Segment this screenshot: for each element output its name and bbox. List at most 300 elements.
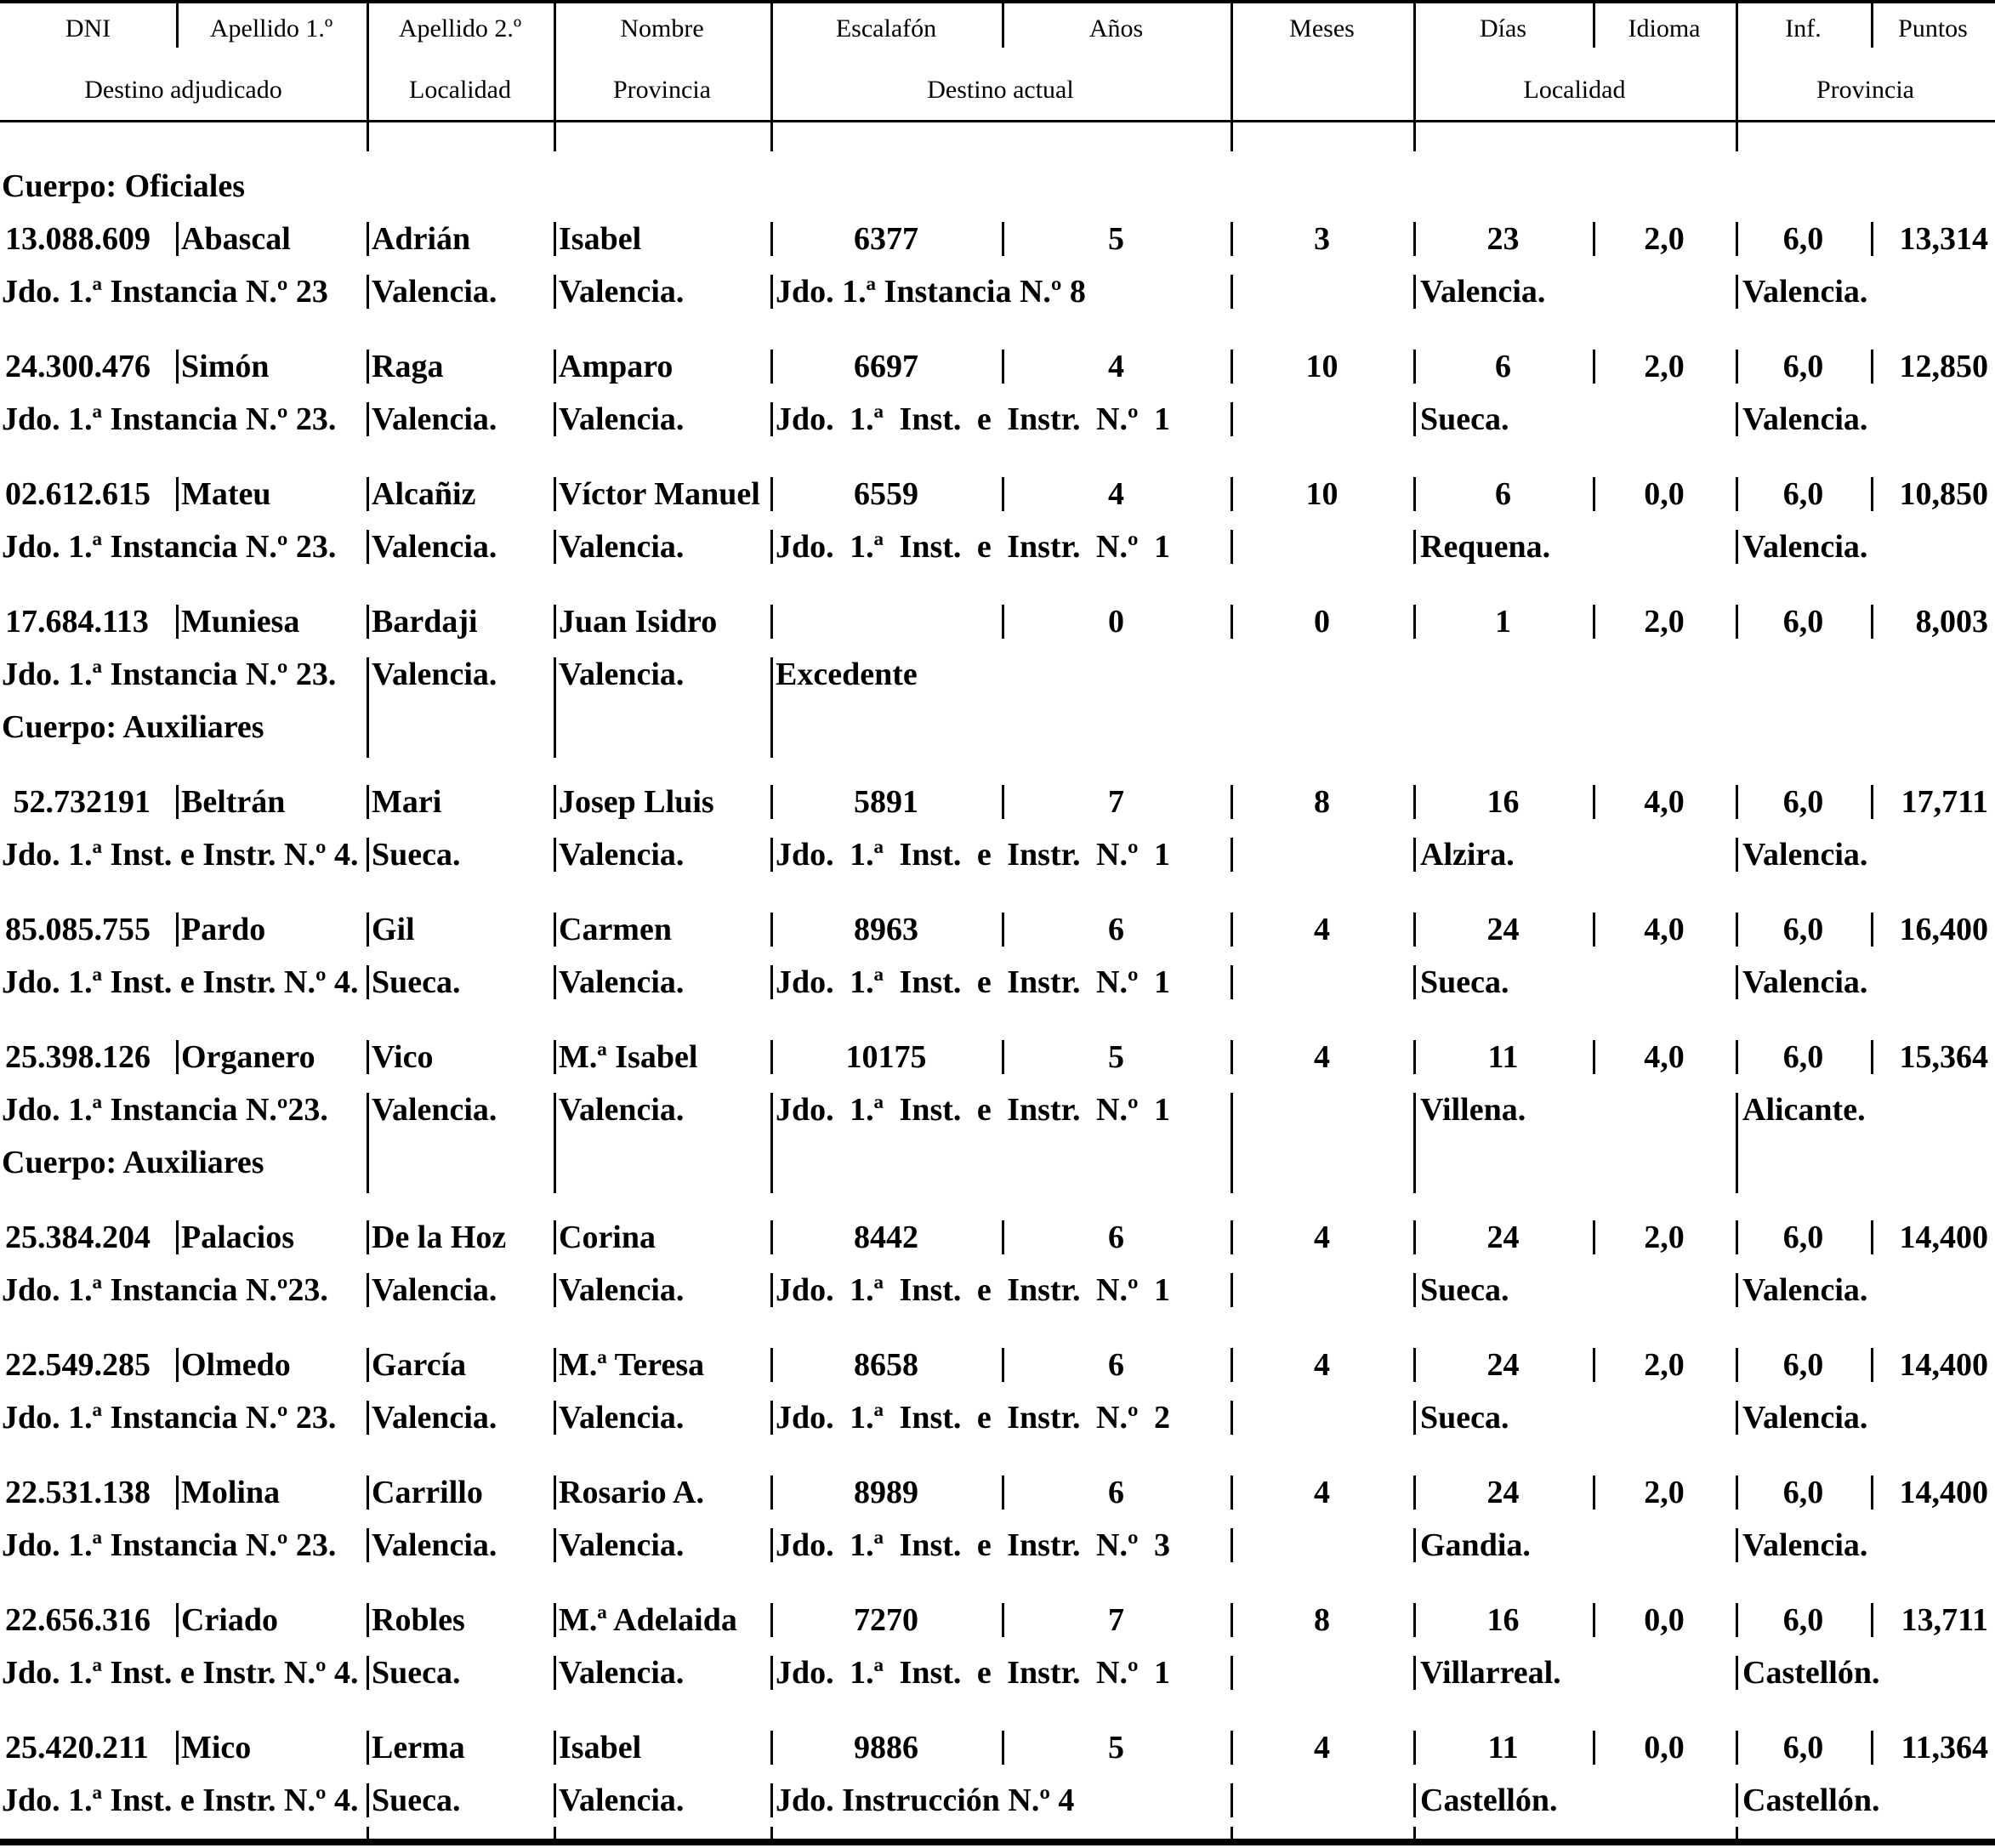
column-separator [770, 402, 773, 436]
cell-anos: 7 [1108, 1602, 1124, 1638]
column-separator [1736, 275, 1738, 309]
table-bottom-border [0, 1839, 1995, 1845]
record-data-row [0, 1339, 1995, 1391]
cell-localidad-adj: Valencia. [372, 1092, 497, 1128]
cell-escalafon: 6697 [854, 349, 918, 384]
cell-localidad-adj: Valencia. [372, 1527, 497, 1563]
record [0, 903, 1995, 1009]
cell-meses: 4 [1314, 1039, 1330, 1075]
record-destino-row [0, 828, 1995, 881]
cell-idioma: 2,0 [1644, 604, 1685, 640]
header-inf: Inf. [1785, 14, 1822, 43]
cell-puntos: 14,400 [1899, 1347, 1988, 1383]
cell-localidad-act: Villarreal. [1420, 1655, 1561, 1691]
column-rule [770, 1827, 773, 1839]
cell-inf: 6,0 [1782, 1602, 1824, 1638]
cell-inf: 6,0 [1782, 221, 1824, 257]
cell-anos: 4 [1108, 476, 1124, 512]
cell-provincia-adj: Valencia. [559, 1272, 685, 1308]
column-separator [770, 1783, 773, 1817]
column-separator [554, 1528, 556, 1562]
column-separator [1736, 838, 1738, 872]
cell-idioma: 4,0 [1644, 912, 1685, 947]
cell-apellido1: Muniesa [181, 604, 300, 640]
cell-apellido2: Bardaji [372, 604, 478, 640]
header-apellido2: Apellido 2.º [398, 14, 522, 43]
record-destino-row [0, 520, 1995, 573]
cell-puntos: 11,364 [1901, 1730, 1988, 1766]
cell-apellido1: Pardo [181, 912, 266, 947]
column-rule [1231, 1827, 1233, 1839]
column-separator [367, 1783, 369, 1817]
column-separator [176, 1603, 179, 1637]
record [0, 1339, 1995, 1444]
cell-anos: 6 [1108, 1220, 1124, 1255]
cell-localidad-act: Sueca. [1420, 1272, 1509, 1308]
cell-anos: 6 [1108, 912, 1124, 947]
column-rule [554, 1827, 556, 1839]
column-separator [1413, 1656, 1416, 1690]
column-separator [1231, 1783, 1233, 1817]
cell-apellido1: Simón [181, 349, 270, 384]
column-rule [1413, 1827, 1416, 1839]
column-separator [1736, 965, 1738, 999]
cell-localidad-adj: Sueca. [372, 1655, 461, 1691]
column-separator [1231, 1401, 1233, 1435]
cell-dias: 24 [1486, 912, 1520, 947]
column-separator [1413, 1401, 1416, 1435]
column-separator [554, 222, 556, 256]
column-separator [770, 275, 773, 309]
column-separator [1736, 1656, 1738, 1690]
record-data-row [0, 1031, 1995, 1083]
column-rule [367, 1827, 369, 1839]
cell-provincia-adj: Valencia. [559, 964, 685, 1000]
column-separator [1413, 275, 1416, 309]
cell-destino-actual: Jdo. 1.ª Inst. e Instr. N.º 1 [776, 529, 1170, 565]
cell-apellido2: Vico [372, 1039, 434, 1075]
column-separator [554, 350, 556, 384]
record [0, 1594, 1995, 1699]
cell-destino-actual: Jdo. 1.ª Inst. e Instr. N.º 1 [776, 1655, 1170, 1691]
cell-apellido1: Palacios [181, 1220, 294, 1255]
cell-localidad-adj: Valencia. [372, 274, 497, 310]
cell-destino-adjudicado: Jdo. 1.ª Instancia N.º 23. [2, 1400, 337, 1436]
cell-destino-actual: Jdo. 1.ª Inst. e Instr. N.º 1 [776, 1272, 1170, 1308]
cell-dni: 24.300.476 [5, 349, 151, 384]
cell-escalafon: 7270 [854, 1602, 918, 1638]
cell-inf: 6,0 [1782, 349, 1824, 384]
cell-anos: 5 [1108, 1039, 1124, 1075]
column-separator [554, 477, 556, 511]
cell-provincia-adj: Valencia. [559, 401, 685, 437]
cell-idioma: 2,0 [1644, 221, 1685, 257]
cell-destino-adjudicado: Jdo. 1.ª Instancia N.º23. [2, 1092, 328, 1128]
column-separator [176, 1220, 179, 1254]
cell-localidad-act: Valencia. [1420, 274, 1546, 310]
record-destino-row [0, 648, 1995, 701]
column-separator [770, 1273, 773, 1307]
column-rule [1736, 1827, 1738, 1839]
column-separator [367, 1040, 369, 1074]
cell-dias: 1 [1495, 604, 1511, 640]
cell-provincia-act: Valencia. [1742, 529, 1868, 565]
column-separator [367, 477, 369, 511]
column-separator [1231, 1273, 1233, 1307]
cell-destino-actual: Excedente [776, 657, 918, 692]
column-separator [367, 605, 369, 639]
column-separator [554, 1401, 556, 1435]
cell-apellido1: Molina [181, 1475, 281, 1510]
column-separator [367, 1603, 369, 1637]
column-separator [176, 1348, 179, 1382]
cell-inf: 6,0 [1782, 1475, 1824, 1510]
cell-provincia-act: Castellón. [1742, 1655, 1880, 1691]
column-separator [770, 1401, 773, 1435]
column-separator [176, 1040, 179, 1074]
cell-nombre: M.ª Teresa [559, 1347, 705, 1383]
cell-apellido2: García [372, 1347, 467, 1383]
column-rule [1736, 122, 1738, 151]
cell-provincia-adj: Valencia. [559, 1092, 685, 1128]
column-separator [1231, 838, 1233, 872]
section-label-text: Cuerpo: Oficiales [2, 168, 246, 204]
cell-localidad-act: Castellón. [1420, 1783, 1558, 1818]
column-separator [770, 965, 773, 999]
cell-puntos: 14,400 [1899, 1475, 1988, 1510]
cell-apellido2: De la Hoz [372, 1220, 507, 1255]
record-data-row [0, 903, 1995, 956]
cell-destino-actual: Jdo. 1.ª Inst. e Instr. N.º 1 [776, 964, 1170, 1000]
column-separator [1413, 530, 1416, 564]
cell-provincia-act: Valencia. [1742, 1272, 1868, 1308]
cell-provincia-adj: Valencia. [559, 1527, 685, 1563]
cell-puntos: 17,711 [1901, 784, 1988, 820]
column-separator [176, 913, 179, 947]
cell-anos: 4 [1108, 349, 1124, 384]
cell-destino-actual: Jdo. 1.ª Inst. e Instr. N.º 2 [776, 1400, 1170, 1436]
column-separator [554, 1476, 556, 1510]
record-data-row [0, 1721, 1995, 1774]
cell-apellido2: Alcañiz [372, 476, 476, 512]
column-separator [1231, 402, 1233, 436]
column-separator [554, 1783, 556, 1817]
column-separator [1736, 1528, 1738, 1562]
cell-destino-actual: Jdo. 1.ª Inst. e Instr. N.º 1 [776, 1092, 1170, 1128]
column-separator [554, 1273, 556, 1307]
cell-puntos: 12,850 [1899, 349, 1988, 384]
column-separator [554, 275, 556, 309]
column-separator [367, 913, 369, 947]
column-separator [554, 530, 556, 564]
cell-nombre: Carmen [559, 912, 672, 947]
cell-dni: 17.684.113 [5, 604, 149, 640]
column-separator [367, 275, 369, 309]
record-destino-row [0, 956, 1995, 1009]
column-separator [770, 1528, 773, 1562]
column-separator [367, 222, 369, 256]
record [0, 1466, 1995, 1572]
cell-escalafon: 8963 [854, 912, 918, 947]
cell-anos: 5 [1108, 221, 1124, 257]
cell-apellido2: Mari [372, 784, 442, 820]
cell-localidad-act: Requena. [1420, 529, 1551, 565]
cell-puntos: 16,400 [1899, 912, 1988, 947]
column-separator [367, 1656, 369, 1690]
cell-idioma: 0,0 [1644, 476, 1685, 512]
header-localidad-der: Localidad [1523, 76, 1626, 104]
cell-idioma: 2,0 [1644, 1475, 1685, 1510]
column-separator [554, 1040, 556, 1074]
cell-destino-actual: Jdo. 1.ª Inst. e Instr. N.º 1 [776, 401, 1170, 437]
record-destino-row [0, 265, 1995, 318]
cell-escalafon: 6559 [854, 476, 918, 512]
cell-dni: 13.088.609 [5, 221, 151, 257]
cell-meses: 4 [1314, 912, 1330, 947]
cell-puntos: 15,364 [1899, 1039, 1988, 1075]
cell-apellido2: Robles [372, 1602, 465, 1638]
cell-apellido1: Organero [181, 1039, 315, 1075]
cell-localidad-act: Sueca. [1420, 1400, 1509, 1436]
cell-meses: 10 [1305, 476, 1339, 512]
column-separator [367, 1348, 369, 1382]
cell-provincia-act: Valencia. [1742, 964, 1868, 1000]
cell-provincia-act: Valencia. [1742, 274, 1868, 310]
cell-dias: 6 [1495, 476, 1511, 512]
cell-meses: 8 [1314, 1602, 1330, 1638]
cell-escalafon: 8658 [854, 1347, 918, 1383]
cell-meses: 4 [1314, 1347, 1330, 1383]
cell-apellido1: Mateu [181, 476, 271, 512]
column-separator [367, 1731, 369, 1765]
cell-nombre: Víctor Manuel [559, 476, 760, 512]
header-meses: Meses [1289, 14, 1355, 43]
record-data-row [0, 1211, 1995, 1264]
column-separator [1231, 965, 1233, 999]
column-rule [1231, 122, 1233, 151]
cell-idioma: 4,0 [1644, 1039, 1685, 1075]
cell-destino-adjudicado: Jdo. 1.ª Inst. e Instr. N.º 4. [2, 964, 359, 1000]
footer-stub-row [0, 1827, 1995, 1839]
cell-dias: 11 [1487, 1039, 1519, 1075]
record [0, 776, 1995, 881]
column-separator [554, 838, 556, 872]
cell-escalafon: 8442 [854, 1220, 918, 1255]
column-separator [1413, 1528, 1416, 1562]
column-separator [554, 1656, 556, 1690]
column-separator [367, 1476, 369, 1510]
cell-meses: 8 [1314, 784, 1330, 820]
cell-provincia-adj: Valencia. [559, 657, 685, 692]
cell-inf: 6,0 [1782, 1730, 1824, 1766]
record-data-row [0, 1594, 1995, 1646]
record-data-row [0, 213, 1995, 265]
record-destino-row [0, 1264, 1995, 1316]
cell-meses: 3 [1314, 221, 1330, 257]
cell-dias: 23 [1486, 221, 1520, 257]
cell-destino-adjudicado: Jdo. 1.ª Instancia N.º 23. [2, 529, 337, 565]
cell-localidad-adj: Valencia. [372, 657, 497, 692]
cell-apellido2: Raga [372, 349, 444, 384]
header-dni: DNI [65, 14, 111, 43]
section-label [0, 701, 1995, 753]
cell-meses: 4 [1314, 1220, 1330, 1255]
cell-provincia-act: Valencia. [1742, 401, 1868, 437]
cell-destino-adjudicado: Jdo. 1.ª Instancia N.º 23. [2, 401, 337, 437]
cell-apellido1: Abascal [181, 221, 291, 257]
record-destino-row [0, 393, 1995, 446]
cell-provincia-adj: Valencia. [559, 1655, 685, 1691]
cell-idioma: 2,0 [1644, 349, 1685, 384]
column-separator [1736, 1401, 1738, 1435]
column-rule [1413, 122, 1416, 151]
cell-apellido1: Olmedo [181, 1347, 291, 1383]
header-dias: Días [1480, 14, 1526, 43]
cell-idioma: 4,0 [1644, 784, 1685, 820]
cell-escalafon: 8989 [854, 1475, 918, 1510]
section-label-text: Cuerpo: Auxiliares [2, 1145, 264, 1180]
cell-escalafon [770, 595, 1002, 648]
cell-localidad-adj: Sueca. [372, 837, 461, 873]
cell-anos: 7 [1108, 784, 1124, 820]
cell-anos: 6 [1108, 1475, 1124, 1510]
cell-inf: 6,0 [1782, 604, 1824, 640]
cell-apellido1: Beltrán [181, 784, 286, 820]
column-separator [554, 1731, 556, 1765]
column-separator [367, 350, 369, 384]
cell-dias: 24 [1486, 1475, 1520, 1510]
cell-destino-actual: Jdo. 1.ª Inst. e Instr. N.º 3 [776, 1527, 1170, 1563]
cell-localidad-act: Sueca. [1420, 401, 1509, 437]
cell-nombre: Amparo [559, 349, 674, 384]
column-separator [176, 1476, 179, 1510]
cell-provincia-adj: Valencia. [559, 1400, 685, 1436]
column-separator [367, 1220, 369, 1254]
column-separator [1736, 402, 1738, 436]
column-separator [554, 913, 556, 947]
record-destino-row [0, 1646, 1995, 1699]
column-separator [367, 1528, 369, 1562]
cell-localidad-adj: Sueca. [372, 1783, 461, 1818]
record [0, 1031, 1995, 1189]
column-separator [367, 1273, 369, 1307]
cell-destino-adjudicado: Jdo. 1.ª Instancia N.º 23 [2, 274, 328, 310]
record-destino-row [0, 1391, 1995, 1444]
cell-provincia-adj: Valencia. [559, 529, 685, 565]
column-rule [367, 122, 369, 151]
record-data-row [0, 595, 1995, 648]
cell-apellido1: Criado [181, 1602, 278, 1638]
cell-localidad-act: Alzira. [1420, 837, 1515, 873]
cell-inf: 6,0 [1782, 1039, 1824, 1075]
cell-anos: 0 [1108, 604, 1124, 640]
cell-dias: 11 [1487, 1730, 1519, 1766]
cell-idioma: 2,0 [1644, 1347, 1685, 1383]
cell-provincia-adj: Valencia. [559, 837, 685, 873]
cell-puntos: 13,711 [1901, 1602, 1988, 1638]
header-anos: Años [1088, 14, 1144, 43]
cell-provincia-act: Valencia. [1742, 837, 1868, 873]
cell-dni: 22.656.316 [5, 1602, 151, 1638]
section-label [0, 160, 1995, 213]
record-data-row [0, 1466, 1995, 1519]
column-separator [367, 785, 369, 819]
cell-nombre: Isabel [559, 221, 642, 257]
cell-provincia-act: Castellón. [1742, 1783, 1880, 1818]
column-separator [554, 1603, 556, 1637]
cell-destino-adjudicado: Jdo. 1.ª Instancia N.º 23. [2, 657, 337, 692]
cell-puntos: 13,314 [1899, 221, 1988, 257]
cell-nombre: M.ª Isabel [559, 1039, 698, 1075]
record [0, 1211, 1995, 1316]
column-separator [176, 222, 179, 256]
record-destino-row [0, 1083, 1995, 1136]
column-separator [1413, 838, 1416, 872]
column-separator [554, 1348, 556, 1382]
cell-localidad-adj: Valencia. [372, 1272, 497, 1308]
cell-localidad-act: Gandia. [1420, 1527, 1531, 1563]
header-escalafon: Escalafón [835, 14, 937, 43]
cell-destino-adjudicado: Jdo. 1.ª Instancia N.º23. [2, 1272, 328, 1308]
record [0, 595, 1995, 753]
cell-destino-actual: Jdo. 1.ª Inst. e Instr. N.º 1 [776, 837, 1170, 873]
column-rule [770, 122, 773, 151]
header-apellido1: Apellido 1.º [209, 14, 333, 43]
column-separator [770, 838, 773, 872]
cell-dias: 24 [1486, 1347, 1520, 1383]
cell-escalafon: 5891 [854, 784, 918, 820]
cell-anos: 5 [1108, 1730, 1124, 1766]
column-separator [176, 1731, 179, 1765]
column-separator [1413, 402, 1416, 436]
column-separator [1736, 1273, 1738, 1307]
cell-inf: 6,0 [1782, 1220, 1824, 1255]
column-separator [554, 785, 556, 819]
cell-meses: 0 [1314, 604, 1330, 640]
cell-inf: 6,0 [1782, 1347, 1824, 1383]
cell-meses: 4 [1314, 1475, 1330, 1510]
cell-destino-adjudicado: Jdo. 1.ª Instancia N.º 23. [2, 1527, 337, 1563]
cell-destino-adjudicado: Jdo. 1.ª Inst. e Instr. N.º 4. [2, 837, 359, 873]
cell-destino-actual: Jdo. Instrucción N.º 4 [776, 1783, 1075, 1818]
column-separator [1413, 965, 1416, 999]
cell-provincia-act: Valencia. [1742, 1400, 1868, 1436]
column-separator [176, 477, 179, 511]
cell-destino-adjudicado: Jdo. 1.ª Inst. e Instr. N.º 4. [2, 1655, 359, 1691]
cell-nombre: Corina [559, 1220, 656, 1255]
column-separator [367, 1401, 369, 1435]
cell-idioma: 2,0 [1644, 1220, 1685, 1255]
header-localidad-izq: Localidad [409, 76, 511, 104]
column-rule [554, 122, 556, 151]
header-idioma: Idioma [1628, 14, 1701, 43]
record-data-row [0, 776, 1995, 828]
cell-dias: 16 [1486, 1602, 1520, 1638]
cell-localidad-adj: Valencia. [372, 529, 497, 565]
record-data-row [0, 340, 1995, 393]
column-separator [176, 350, 179, 384]
cell-provincia-adj: Valencia. [559, 274, 685, 310]
cell-idioma: 0,0 [1644, 1730, 1685, 1766]
cell-apellido2: Lerma [372, 1730, 465, 1766]
cell-localidad-adj: Sueca. [372, 964, 461, 1000]
cell-dni: 85.085.755 [5, 912, 151, 947]
column-separator [554, 402, 556, 436]
cell-apellido2: Gil [372, 912, 415, 947]
column-separator [554, 605, 556, 639]
column-separator [1231, 1656, 1233, 1690]
cell-inf: 6,0 [1782, 476, 1824, 512]
